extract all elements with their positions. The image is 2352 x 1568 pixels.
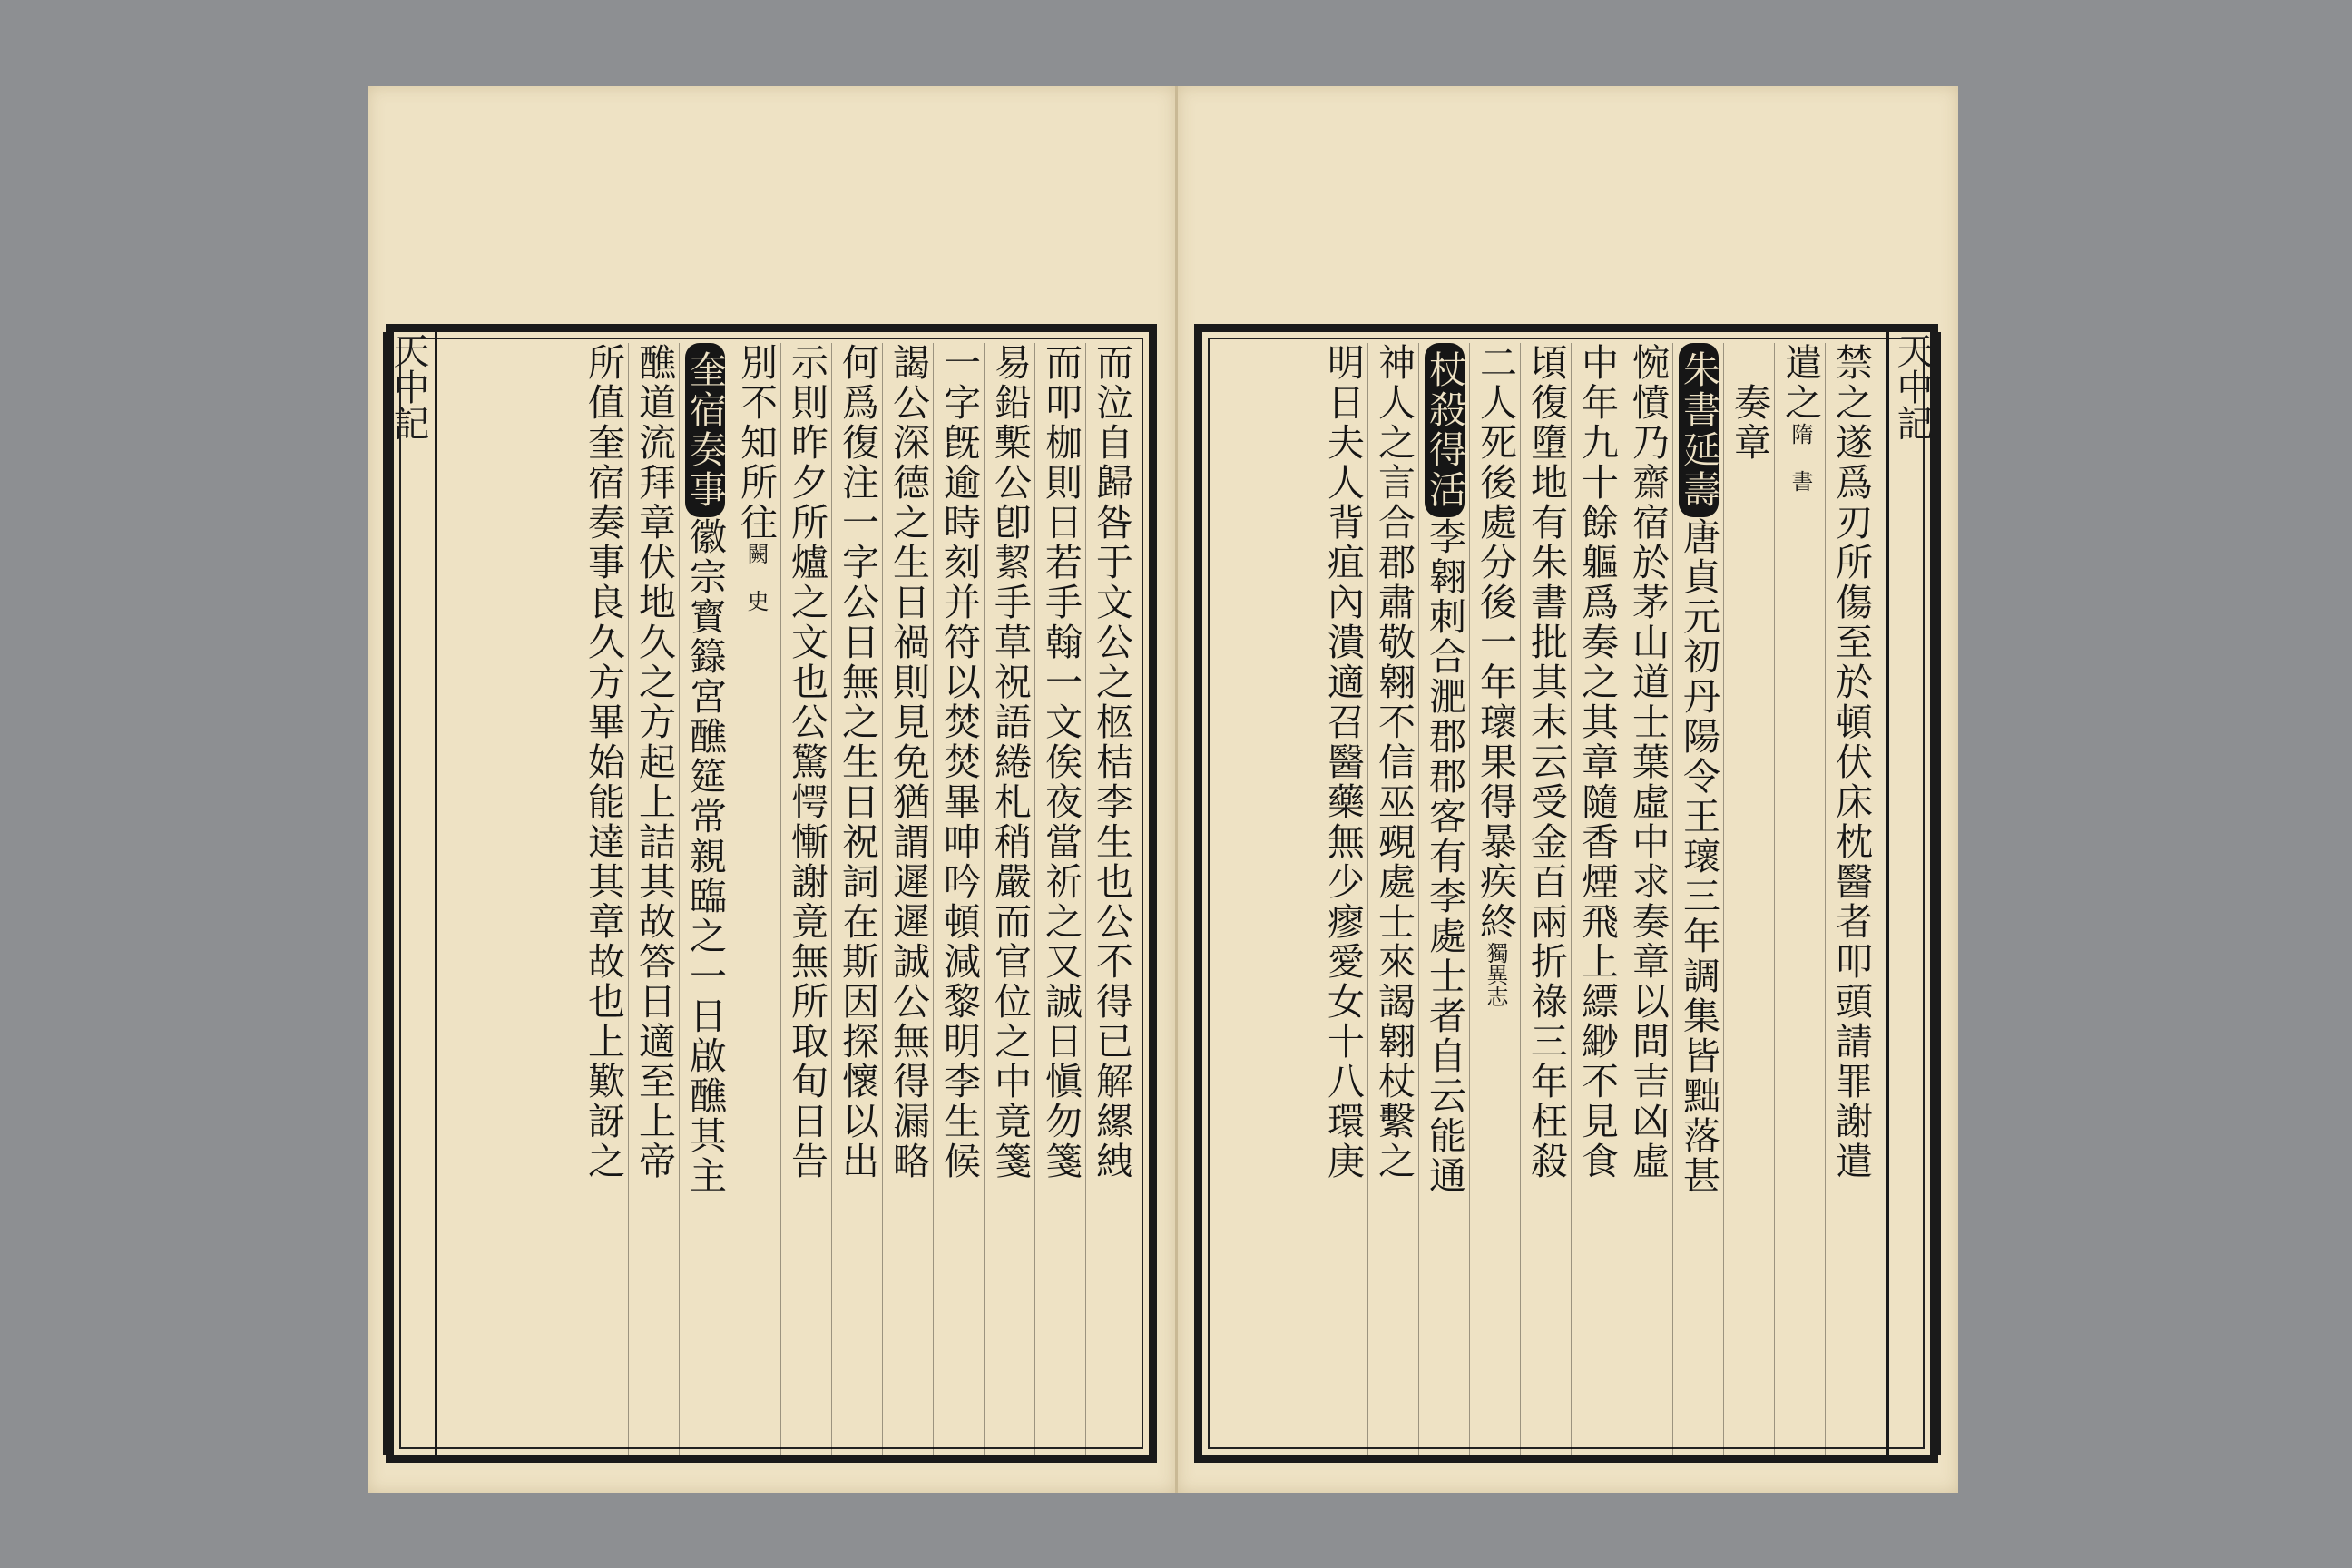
text-column	[1723, 343, 1774, 1455]
text-column: 中年九十餘軀爲奏之其章隨香煙飛上縹緲不見食	[1571, 343, 1622, 1455]
text-column: 別不知所往闕 史	[730, 343, 780, 1455]
entry-heading: 朱書延壽	[1679, 343, 1719, 517]
right-page	[1178, 86, 1958, 1493]
text-column: 禁之遂爲刃所傷至於頓伏床枕醫者叩頭請罪謝遣	[1825, 343, 1876, 1455]
text-column: 遣之隋 書	[1774, 343, 1825, 1455]
text-column: 謁公深德之生日禍則見免猶謂遲遲誠公無得漏略	[882, 343, 933, 1455]
source-note: 隋 書	[1788, 423, 1813, 492]
open-book	[368, 86, 1960, 1497]
text-column: 示則昨夕所爐之文也公驚愕慚謝竟無所取旬日告	[780, 343, 831, 1455]
text-column: 一字旣逾時刻并符以焚焚畢呻吟頓減黎明李生候	[933, 343, 984, 1455]
source-note: 獨異志	[1483, 942, 1508, 1007]
text-column: 醮道流拜章伏地久之方起上詰其故答日適至上帝	[628, 343, 679, 1455]
text-column: 而泣自歸咎于文公之柩桔李生也公不得已解縲絏	[1085, 343, 1136, 1455]
text-column: 何爲復注一字公日無之生日祝詞在斯因探懷以出	[831, 343, 882, 1455]
margin-book-title: 天中記	[1891, 332, 1933, 441]
text-column: 明日夫人背疽內潰適召醫藥無少瘳愛女十八環庚	[1321, 343, 1365, 1181]
text-column: 頃復墮地有朱書批其末云受金百兩折祿三年枉殺	[1520, 343, 1571, 1455]
text-column: 奎宿奏事徽宗寳籙宮醮筵常親臨之一日啟醮其主	[679, 343, 730, 1455]
left-page	[368, 86, 1178, 1493]
left-text-frame	[386, 324, 1157, 1463]
right-text-frame	[1194, 324, 1938, 1463]
text-column: 所值奎宿奏事良久方畢始能達其章故也上歎訝之	[582, 343, 625, 1181]
text-column: 朱書延壽唐貞元初丹陽令王瓌三年調集皆黜落甚	[1672, 343, 1723, 1455]
text-column: 而叩枷則日若手翰一文俟夜當祈之又誠日愼勿箋	[1034, 343, 1085, 1455]
text-column: 惋憤乃齋宿於茅山道士葉虛中求奏章以問吉凶虛	[1622, 343, 1672, 1455]
text-column: 易鉛槧公卽絜手草祝語綣札稍嚴而官位之中竟箋	[984, 343, 1034, 1455]
right-text-columns	[1215, 332, 1876, 1455]
text-column: 神人之言合郡肅敬翱不信巫覡處士來謁翱杖繫之	[1367, 343, 1418, 1455]
right-fore-edge-margin	[1886, 332, 1941, 1455]
source-note: 闕 史	[743, 543, 769, 612]
entry-category: 奏章	[1728, 343, 1771, 463]
margin-book-title: 天中記	[387, 332, 429, 441]
entry-heading: 奎宿奏事	[685, 343, 725, 517]
left-fore-edge-margin	[383, 332, 437, 1455]
text-column: 二人死後處分後一年瓌果得暴疾終獨異志	[1469, 343, 1520, 1455]
entry-heading: 杖殺得活	[1425, 343, 1465, 517]
text-column: 杖殺得活李翱刺合淝郡郡客有李處士者自云能通	[1418, 343, 1469, 1455]
left-text-columns	[444, 332, 1136, 1455]
